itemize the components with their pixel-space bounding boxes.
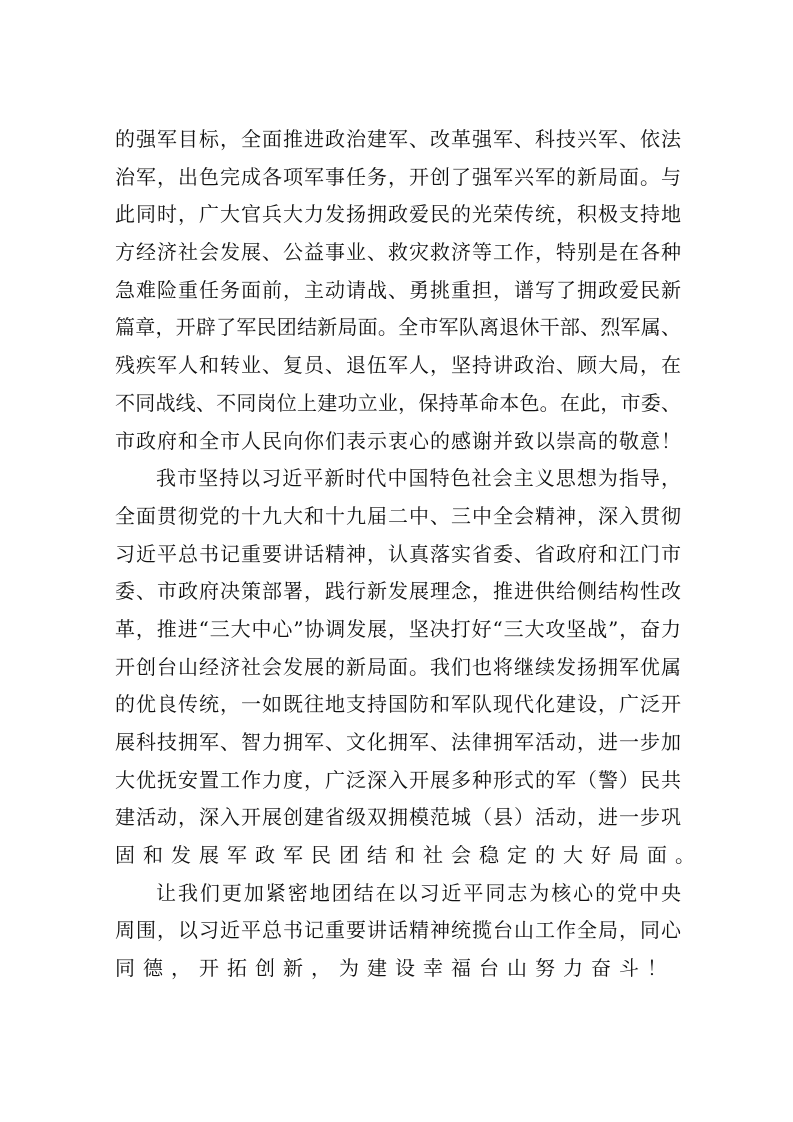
text-line: 残疾军人和转业、复员、退伍军人，坚持讲政治、顾大局，在 xyxy=(115,353,681,378)
text-line: 周围，以习近平总书记重要讲话精神统揽台山工作全局，同心 xyxy=(115,918,681,943)
text-line: 同德，开拓创新，为建设幸福台山努力奋斗！ xyxy=(115,956,675,981)
document-body xyxy=(115,121,703,988)
text-line: 固和发展军政军民团结和社会稳定的大好局面。 xyxy=(115,843,703,868)
text-line: 此同时，广大官兵大力发扬拥政爱民的光荣传统，积极支持地 xyxy=(115,202,681,227)
text-line: 治军，出色完成各项军事任务，开创了强军兴军的新局面。与 xyxy=(115,164,681,189)
text-line: 不同战线、不同岗位上建功立业，保持革命本色。在此，市委、 xyxy=(115,390,681,415)
text-line: 展科技拥军、智力拥军、文化拥军、法律拥军活动，进一步加 xyxy=(115,730,681,754)
text-line: 的强军目标，全面推进政治建军、改革强军、科技兴军、依法 xyxy=(115,127,681,151)
text-line: 委、市政府决策部署，践行新发展理念，推进供给侧结构性改 xyxy=(115,579,681,604)
text-line: 习近平总书记重要讲话精神，认真落实省委、省政府和江门市 xyxy=(115,541,681,566)
text-line: 篇章，开辟了军民团结新局面。全市军队离退休干部、烈军属、 xyxy=(115,315,681,340)
text-line: 全面贯彻党的十九大和十九届二中、三中全会精神，深入贯彻 xyxy=(115,503,681,528)
text-line: 开创台山经济社会发展的新局面。我们也将继续发扬拥军优属 xyxy=(115,654,681,679)
text-line: 的优良传统，一如既往地支持国防和军队现代化建设，广泛开 xyxy=(115,692,681,717)
text-line: 急难险重任务面前，主动请战、勇挑重担，谱写了拥政爱民新 xyxy=(115,277,681,302)
text-line: 我市坚持以习近平新时代中国特色社会主义思想为指导， xyxy=(156,466,681,491)
text-line: 革，推进“三大中心”协调发展，坚决打好“三大攻坚战”，奋力 xyxy=(115,616,681,641)
text-line: 方经济社会发展、公益事业、救灾救济等工作，特别是在各种 xyxy=(115,240,681,265)
text-line: 让我们更加紧密地团结在以习近平同志为核心的党中央 xyxy=(156,880,681,905)
text-line: 建活动，深入开展创建省级双拥模范城（县）活动，进一步巩 xyxy=(115,805,681,830)
text-line: 市政府和全市人民向你们表示衷心的感谢并致以崇高的敬意！ xyxy=(115,428,681,453)
text-line: 大优抚安置工作力度，广泛深入开展多种形式的军（警）民共 xyxy=(115,767,681,792)
